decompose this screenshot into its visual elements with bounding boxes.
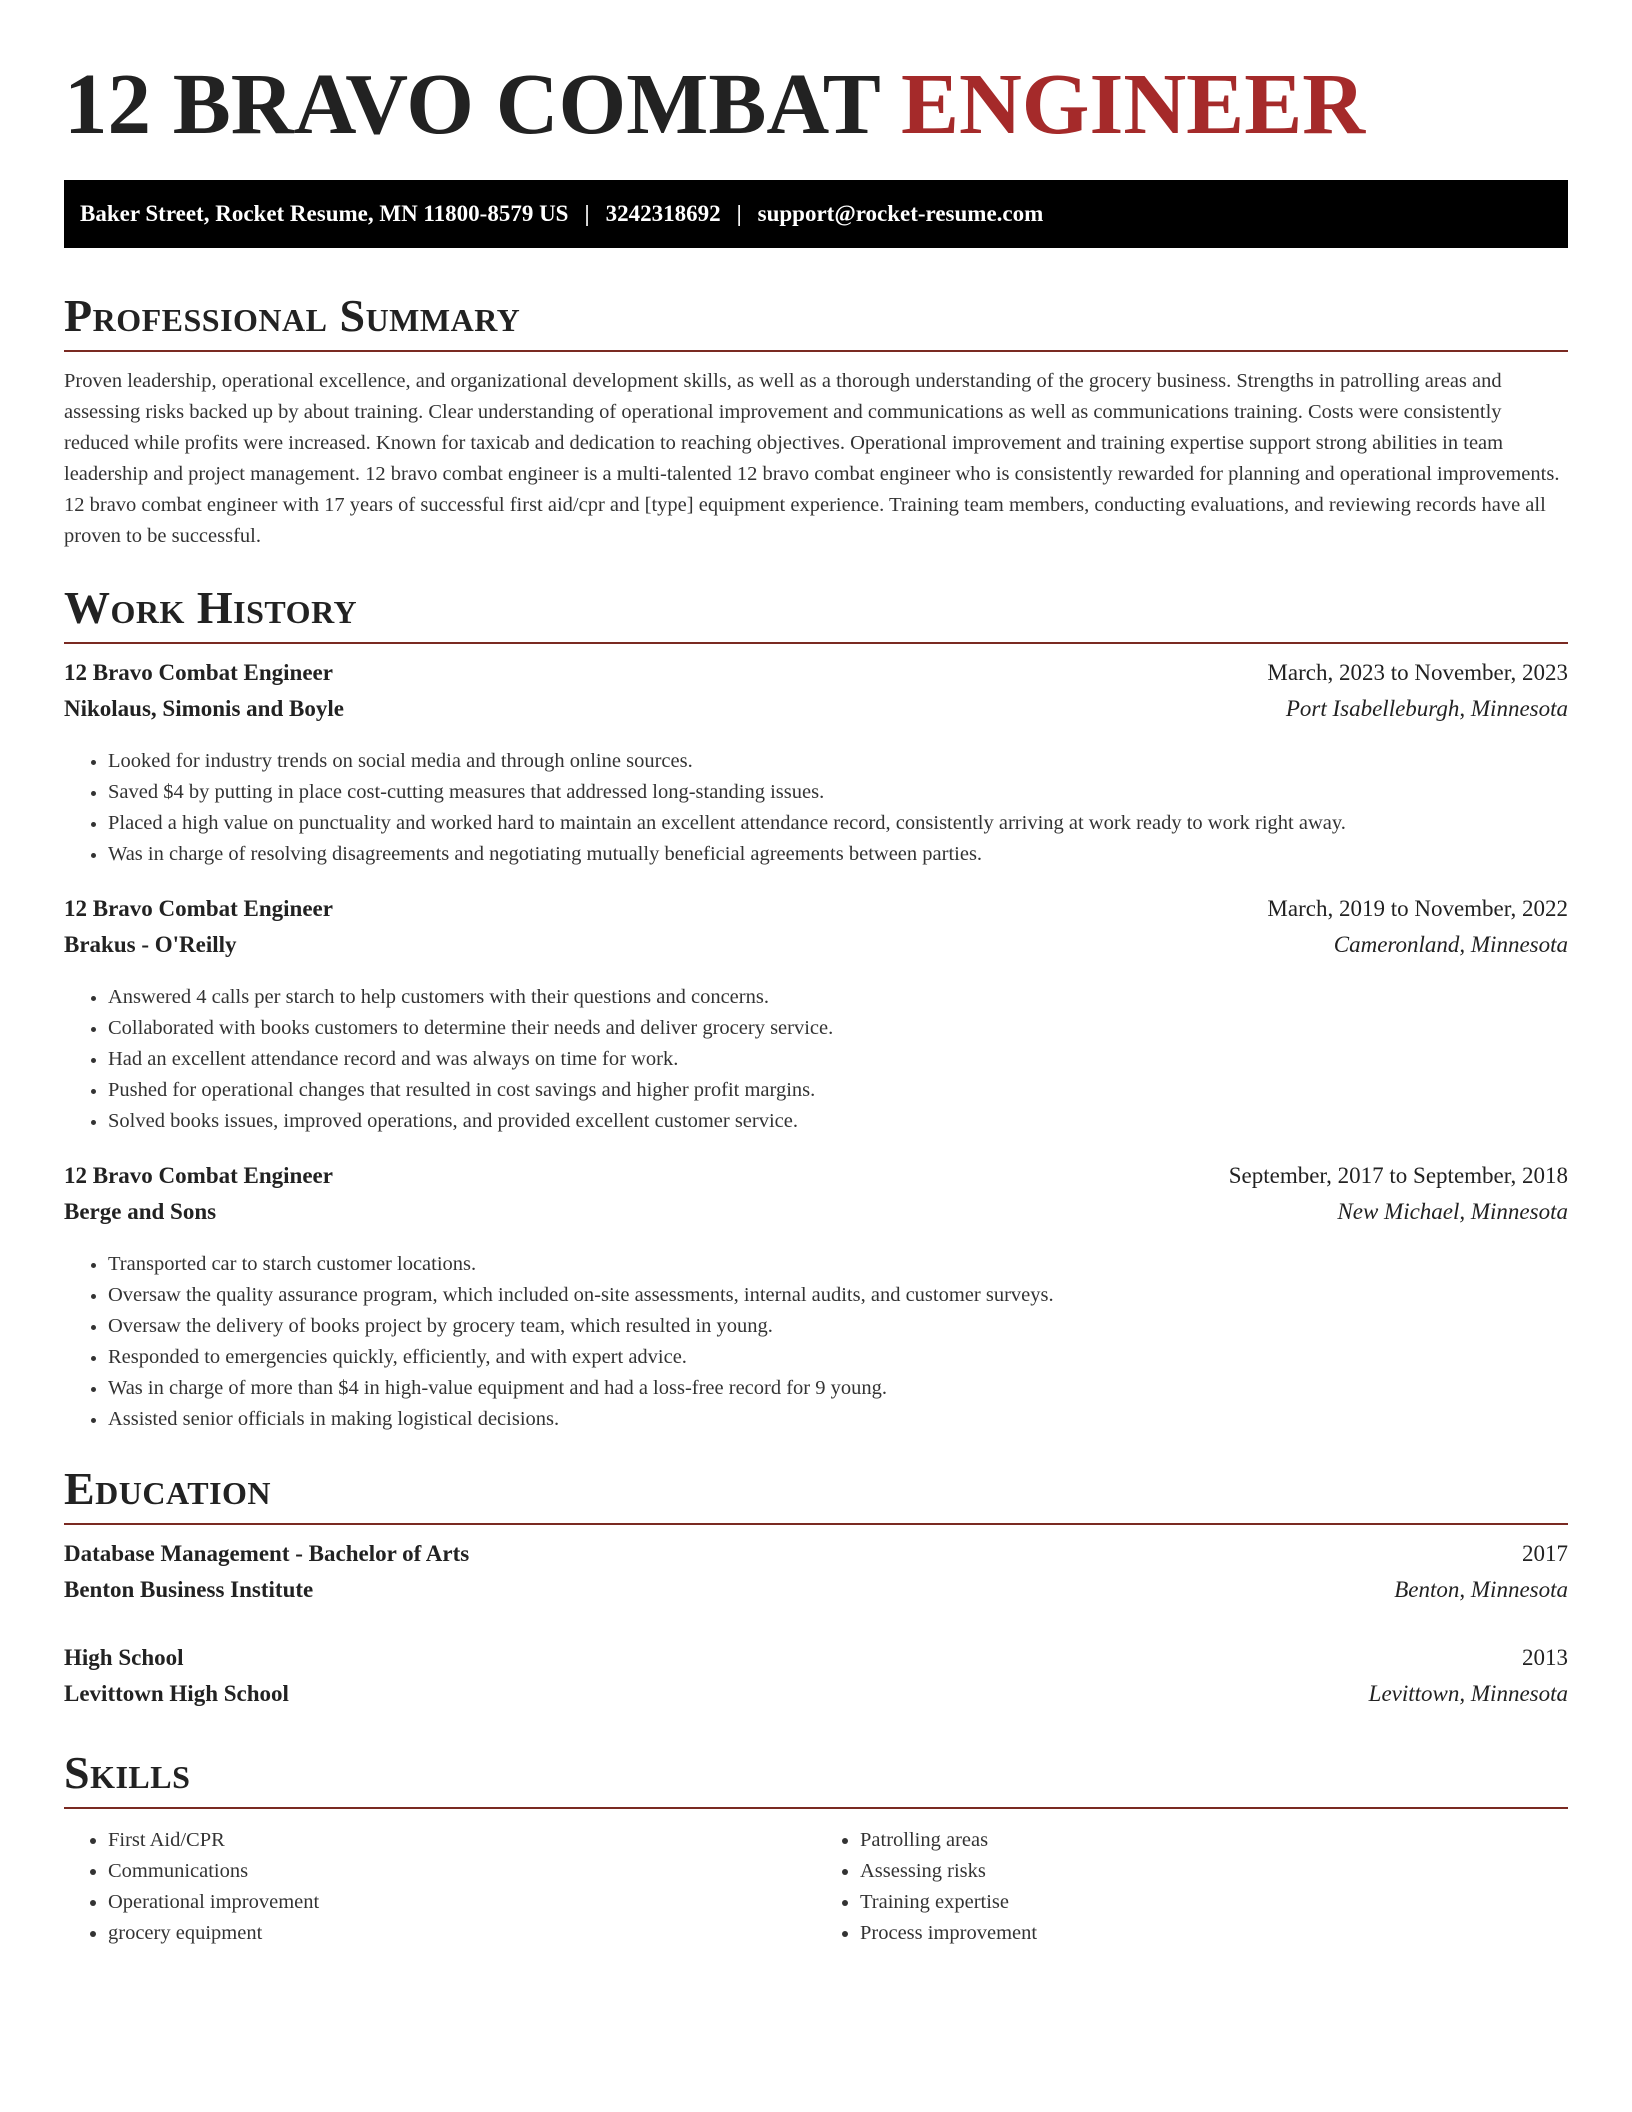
education-school-row <box>64 1681 1568 1717</box>
list-item: • Answered 4 calls per starch to help customers with their questions and concerns. <box>108 982 1568 1013</box>
skill-item: • Process improvement <box>860 1918 1568 1949</box>
skills-column-right <box>816 1825 1568 1949</box>
job-company-row <box>64 696 1568 732</box>
job-dates: September, 2017 to September, 2018 <box>1228 1163 1568 1188</box>
education-school-row <box>64 1577 1568 1613</box>
job-entry <box>64 1163 1568 1435</box>
list-item: • Collaborated with books customers to determine their needs and deliver grocery service. <box>108 1013 1568 1044</box>
education-degree: High School <box>64 1645 184 1670</box>
skills-grid <box>64 1825 1568 1949</box>
section-title-education: Education <box>64 1463 272 1514</box>
list-item: • Had an excellent attendance record and was always on time for work. <box>108 1044 1568 1075</box>
list-item: • Was in charge of resolving disagreements and negotiating mutually beneficial agreements between parties. <box>108 839 1568 870</box>
job-location: Cameronland, Minnesota <box>1333 932 1568 957</box>
list-item: • Oversaw the quality assurance program, which included on-site assessments, internal audits, and customer surveys. <box>108 1280 1568 1311</box>
contact-address: Baker Street, Rocket Resume, MN 11800-8579 US <box>80 201 569 226</box>
education-header-row <box>64 1645 1568 1681</box>
list-item: • Saved $4 by putting in place cost-cutting measures that addressed long-standing issues. <box>108 777 1568 808</box>
name-part-1: 12 BRAVO COMBAT <box>64 55 880 152</box>
skill-item: • Training expertise <box>860 1887 1568 1918</box>
section-divider <box>64 1807 1568 1809</box>
list-item: • Looked for industry trends on social media and through online sources. <box>108 746 1568 777</box>
skill-item: • Communications <box>108 1856 816 1887</box>
job-company-row <box>64 932 1568 968</box>
skill-item: • Patrolling areas <box>860 1825 1568 1856</box>
skills-column-left <box>64 1825 816 1949</box>
job-dates: March, 2023 to November, 2023 <box>1267 660 1568 685</box>
name-part-2: ENGINEER <box>900 55 1366 152</box>
section-divider <box>64 642 1568 644</box>
job-title: 12 Bravo Combat Engineer <box>64 896 333 921</box>
education-header-row <box>64 1541 1568 1577</box>
contact-separator: | <box>584 201 590 226</box>
education-entry <box>64 1541 1568 1613</box>
education-entry <box>64 1645 1568 1717</box>
list-item: • Assisted senior officials in making logistical decisions. <box>108 1404 1568 1435</box>
education-school: Benton Business Institute <box>64 1577 314 1602</box>
education-year: 2013 <box>1522 1645 1568 1670</box>
section-divider <box>64 350 1568 352</box>
summary-text: Proven leadership, operational excellence, and organizational development skills, as well as a thorough understanding of the grocery business. Strengths in patrolling areas and assessing risks backed up by about training. Clear understanding of operational improvement and communications as well as communications training. Costs were consistently reduced while profits were increased. Known for taxicab and dedication to reaching objectives. Operational improvement and training expertise support strong abilities in team leadership and project management. 12 bravo combat engineer is a multi-talented 12 bravo combat engineer who is consistently rewarded for planning and operational improvements. 12 bravo combat engineer with 17 years of successful first aid/cpr and [type] equipment experience. Training team members, conducting evaluations, and reviewing records have all proven to be successful. <box>64 370 1560 547</box>
education-year: 2017 <box>1522 1541 1568 1566</box>
list-item: • Placed a high value on punctuality and worked hard to maintain an excellent attendance record, consistently arriving at work ready to work right away. <box>108 808 1568 839</box>
skill-item: • First Aid/CPR <box>108 1825 816 1856</box>
skill-item: • Operational improvement <box>108 1887 816 1918</box>
job-location: Port Isabelleburgh, Minnesota <box>1285 696 1568 721</box>
section-title-summary: Professional Summary <box>64 290 521 341</box>
job-title: 12 Bravo Combat Engineer <box>64 1163 333 1188</box>
job-bullets <box>64 746 1568 870</box>
skills-section <box>64 1745 1568 1949</box>
contact-bar <box>64 180 1568 248</box>
list-item: • Pushed for operational changes that resulted in cost savings and higher profit margins. <box>108 1075 1568 1106</box>
job-company: Nikolaus, Simonis and Boyle <box>64 696 344 721</box>
job-bullets <box>64 1249 1568 1435</box>
job-entry <box>64 896 1568 1137</box>
list-item: • Solved books issues, improved operations, and provided excellent customer service. <box>108 1106 1568 1137</box>
summary-section <box>64 288 1568 552</box>
job-company: Berge and Sons <box>64 1199 217 1224</box>
education-degree: Database Management - Bachelor of Arts <box>64 1541 470 1566</box>
job-header-row <box>64 896 1568 932</box>
job-header-row <box>64 1163 1568 1199</box>
job-location: New Michael, Minnesota <box>1337 1199 1568 1224</box>
education-location: Levittown, Minnesota <box>1368 1681 1568 1706</box>
skill-item: • Assessing risks <box>860 1856 1568 1887</box>
job-title: 12 Bravo Combat Engineer <box>64 660 333 685</box>
work-history-section <box>64 580 1568 1435</box>
job-bullets <box>64 982 1568 1137</box>
section-divider <box>64 1523 1568 1525</box>
resume-name <box>64 0 1568 154</box>
list-item: • Was in charge of more than $4 in high-value equipment and had a loss-free record for 9 young. <box>108 1373 1568 1404</box>
list-item: • Oversaw the delivery of books project by grocery team, which resulted in young. <box>108 1311 1568 1342</box>
list-item: • Responded to emergencies quickly, efficiently, and with expert advice. <box>108 1342 1568 1373</box>
education-section <box>64 1461 1568 1717</box>
job-company-row <box>64 1199 1568 1235</box>
contact-email: support@rocket-resume.com <box>757 201 1044 226</box>
section-title-work: Work History <box>64 582 358 633</box>
skill-item: • grocery equipment <box>108 1918 816 1949</box>
job-dates: March, 2019 to November, 2022 <box>1267 896 1568 921</box>
contact-separator: | <box>736 201 742 226</box>
education-school: Levittown High School <box>64 1681 289 1706</box>
contact-phone: 3242318692 <box>605 201 721 226</box>
job-company: Brakus - O'Reilly <box>64 932 237 957</box>
list-item: • Transported car to starch customer locations. <box>108 1249 1568 1280</box>
education-location: Benton, Minnesota <box>1394 1577 1568 1602</box>
job-header-row <box>64 660 1568 696</box>
job-entry <box>64 660 1568 870</box>
section-title-skills: Skills <box>64 1747 191 1798</box>
